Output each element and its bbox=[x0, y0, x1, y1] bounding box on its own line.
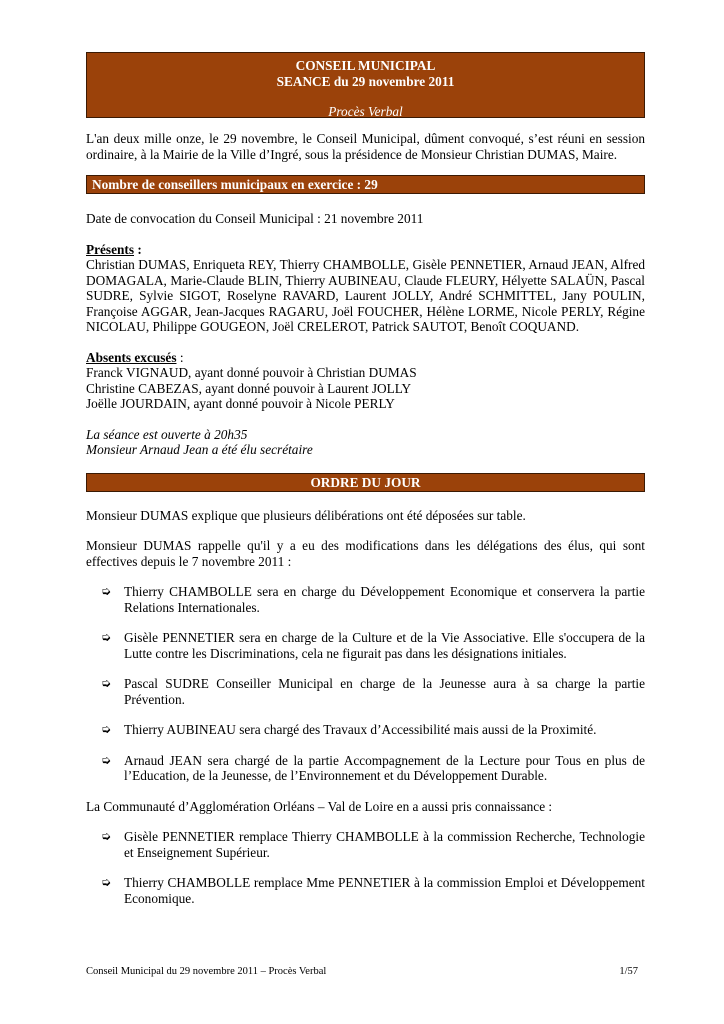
presents-suffix: : bbox=[134, 241, 142, 257]
page-number: 1/57 bbox=[619, 966, 638, 977]
arrow-icon: ➭ bbox=[101, 584, 112, 598]
document-page bbox=[86, 52, 645, 906]
section-councillors-title: Nombre de conseillers municipaux en exercice : 29 bbox=[92, 177, 378, 192]
title-banner bbox=[86, 52, 645, 118]
list-item bbox=[86, 829, 645, 860]
list-item-text: Thierry CHAMBOLLE remplace Mme PENNETIER à la commission Emploi et Développement Economique. bbox=[124, 875, 645, 906]
paragraph-agglomeration: La Communauté d’Agglomération Orléans – Val de Loire en a aussi pris connaissance : bbox=[86, 798, 553, 814]
presents-block bbox=[86, 242, 645, 335]
list-item-text: Gisèle PENNETIER remplace Thierry CHAMBOLLE à la commission Recherche, Technologie et Enseignement Supérieur. bbox=[124, 829, 645, 860]
arrow-icon: ➭ bbox=[101, 630, 112, 644]
list-item-text: Gisèle PENNETIER sera en charge de la Culture et de la Vie Associative. Elle s'occupera de la Lutte contre les Discriminations, cela ne figurait pas dans les désignations initiales. bbox=[124, 630, 645, 661]
presents-heading bbox=[86, 242, 645, 258]
title-line-2: SEANCE du 29 novembre 2011 bbox=[276, 73, 455, 89]
arrow-icon: ➭ bbox=[101, 676, 112, 690]
footer-text: Conseil Municipal du 29 novembre 2011 – Procès Verbal bbox=[86, 966, 327, 977]
section-agenda-banner bbox=[86, 473, 645, 492]
arrow-icon: ➭ bbox=[101, 752, 112, 767]
list-item bbox=[86, 753, 645, 784]
seance-secretary: Monsieur Arnaud Jean a été élu secrétaire bbox=[86, 442, 313, 457]
absents-suffix: : bbox=[176, 349, 184, 365]
list-item bbox=[86, 676, 645, 707]
absents-label: Absents excusés bbox=[86, 349, 177, 365]
list-item-text: Thierry AUBINEAU sera chargé des Travaux d’Accessibilité mais aussi de la Proximité. bbox=[124, 722, 597, 737]
title-line-1: CONSEIL MUNICIPAL bbox=[295, 58, 436, 73]
list-item bbox=[86, 630, 645, 661]
list-item-text: Thierry CHAMBOLLE sera en charge du Développement Economique et conservera la partie Relations Internationales. bbox=[124, 584, 645, 615]
seance-block bbox=[86, 427, 645, 458]
list-item bbox=[86, 875, 645, 906]
commissions-list bbox=[86, 829, 645, 906]
presents-label: Présents bbox=[86, 241, 134, 257]
paragraph-delegations: Monsieur DUMAS rappelle qu'il y a eu des modifications dans les délégations des élus, qui sont effectives depuis le 7 novembre 2011 : bbox=[86, 538, 645, 569]
title-line-3: Procès Verbal bbox=[328, 104, 403, 119]
absent-line: Joëlle JOURDAIN, ayant donné pouvoir à Nicole PERLY bbox=[86, 396, 395, 411]
delegations-list bbox=[86, 584, 645, 784]
section-councillors-banner bbox=[86, 175, 645, 194]
paragraph-deposits: Monsieur DUMAS explique que plusieurs délibérations ont été déposées sur table. bbox=[86, 507, 526, 523]
convocation-date: Date de convocation du Conseil Municipal : 21 novembre 2011 bbox=[86, 211, 424, 226]
absent-line: Franck VIGNAUD, ayant donné pouvoir à Christian DUMAS bbox=[86, 365, 417, 380]
arrow-icon: ➭ bbox=[101, 829, 112, 843]
page-footer bbox=[86, 966, 638, 978]
list-item-text: Pascal SUDRE Conseiller Municipal en charge de la Jeunesse aura à sa charge la partie Prévention. bbox=[124, 676, 645, 707]
absents-block bbox=[86, 350, 645, 412]
arrow-icon: ➭ bbox=[101, 722, 112, 736]
list-item bbox=[86, 722, 645, 738]
list-item-text: Arnaud JEAN sera chargé de la partie Accompagnement de la Lecture pour Tous en plus de l’Education, de la Jeunesse, de l’Environnement et du Développement Durable. bbox=[124, 752, 645, 783]
section-agenda-title: ORDRE DU JOUR bbox=[310, 474, 421, 490]
presents-list: Christian DUMAS, Enriqueta REY, Thierry CHAMBOLLE, Gisèle PENNETIER, Arnaud JEAN, Alfred DOMAGALA, Marie-Claude BLIN, Thierry AUBINEAU, Claude FLEURY, Hélyette SALAÜN, Pascal SUDRE, Sylvie SIGOT, Roselyne RAVARD, Laurent JOLLY, André SCHMITTEL, Jany POULIN, Françoise AGGAR, Jean-Jacques RAGARU, Joël FOUCHER, Hélène LORME, Nicole PERLY, Régine NICOLAU, Philippe GOUGEON, Joël CRELEROT, Patrick SAUTOT, Benoît COQUAND. bbox=[86, 257, 645, 334]
seance-opening: La séance est ouverte à 20h35 bbox=[86, 426, 248, 442]
list-item bbox=[86, 584, 645, 615]
arrow-icon: ➭ bbox=[101, 875, 112, 889]
absents-heading bbox=[86, 350, 645, 366]
intro-paragraph: L'an deux mille onze, le 29 novembre, le Conseil Municipal, dûment convoqué, s’est réuni en session ordinaire, à la Mairie de la Ville d’Ingré, sous la présidence de Monsieur Christian DUMAS, Maire. bbox=[86, 131, 645, 162]
absent-line: Christine CABEZAS, ayant donné pouvoir à Laurent JOLLY bbox=[86, 380, 412, 396]
